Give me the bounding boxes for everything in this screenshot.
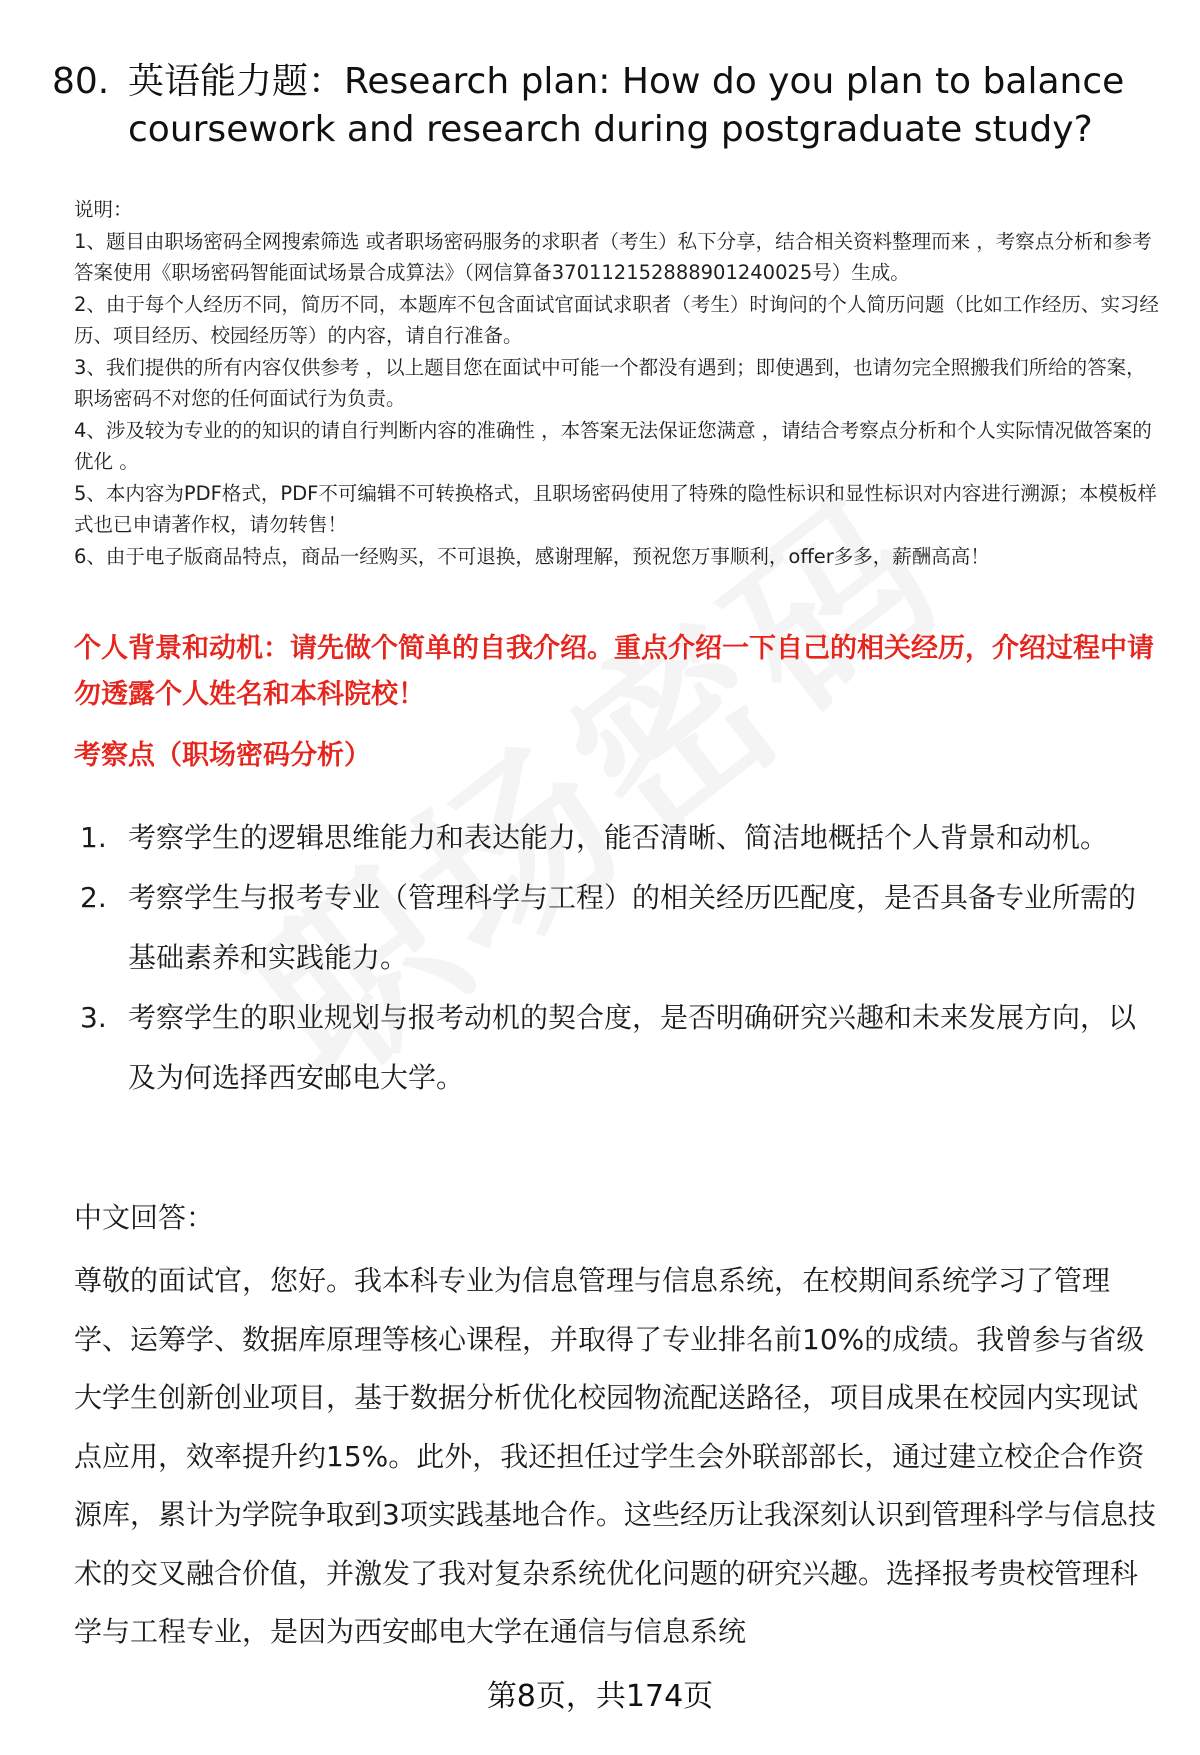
question-text: 英语能力题：Research plan: How do you plan to balance coursework and research during postgraduate study? [128,61,1125,150]
point-number: 2. [80,881,107,914]
background-question: 个人背景和动机：请先做个简单的自我介绍。重点介绍一下自己的相关经历，介绍过程中请勿透露个人姓名和本科院校！ [74,633,1154,710]
notes-heading: 说明： [74,198,133,221]
analysis-point [80,808,1160,868]
analysis-heading: 考察点（职场密码分析） [74,740,371,771]
point-text: 考察学生与报考专业（管理科学与工程）的相关经历匹配度，是否具备专业所需的基础素养和实践能力。 [128,881,1137,974]
note-item-4: 4、涉及较为专业的的知识的请自行判断内容的准确性 ，本答案无法保证您满意 ，请结合考察点分析和个人实际情况做答案的优化 。 [74,418,1152,473]
answer-label: 中文回答： [74,1201,215,1234]
point-number: 1. [80,821,107,854]
analysis-points [80,808,1160,1108]
point-text: 考察学生的逻辑思维能力和表达能力，能否清晰、简洁地概括个人背景和动机。 [128,821,1109,854]
note-item-3: 3、我们提供的所有内容仅供参考 ，以上题目您在面试中可能一个都没有遇到；即使遇到，也请勿完全照搬我们所给的答案，职场密码不对您的任何面试行为负责。 [74,355,1146,410]
question-title [52,58,1152,154]
note-item-1: 1、题目由职场密码全网搜索筛选 或者职场密码服务的求职者（考生）私下分享，结合相关资料整理而来 ，考察点分析和参考答案使用《职场密码智能面试场景合成算法》（网信算备370112152888901240025号）生成。 [74,229,1152,284]
answer-text: 尊敬的面试官，您好。我本科专业为信息管理与信息系统，在校期间系统学习了管理学、运筹学、数据库原理等核心课程，并取得了专业排名前10%的成绩。我曾参与省级大学生创新创业项目，基于数据分析优化校园物流配送路径，项目成果在校园内实现试点应用，效率提升约15%。此外，我还担任过学生会外联部部长，通过建立校企合作资源库，累计为学院争取到3项实践基地合作。这些经历让我深刻认识到管理科学与信息技术的交叉融合价值，并激发了我对复杂系统优化问题的研究兴趣。选择报考贵校管理科学与工程专业，是因为西安邮电大学在通信与信息系统 [74,1264,1156,1648]
note-item-2: 2、由于每个人经历不同，简历不同，本题库不包含面试官面试求职者（考生）时询问的个人简历问题（比如工作经历、实习经历、项目经历、校园经历等）的内容，请自行准备。 [74,292,1159,347]
question-number: 80. [52,61,110,102]
point-number: 3. [80,1001,107,1034]
analysis-point [80,868,1160,988]
note-item-6: 6、由于电子版商品特点，商品一经购买，不可退换，感谢理解，预祝您万事顺利，offer多多，薪酬高高！ [74,544,990,568]
disclaimer-notes [74,194,1160,572]
analysis-point [80,988,1160,1108]
page-number: 第8页，共174页 [486,1679,714,1714]
point-text: 考察学生的职业规划与报考动机的契合度，是否明确研究兴趣和未来发展方向，以及为何选择西安邮电大学。 [128,1001,1137,1094]
note-item-5: 5、本内容为PDF格式，PDF不可编辑不可转换格式，且职场密码使用了特殊的隐性标识和显性标识对内容进行溯源；本模板样式也已申请著作权，请勿转售！ [74,481,1157,536]
